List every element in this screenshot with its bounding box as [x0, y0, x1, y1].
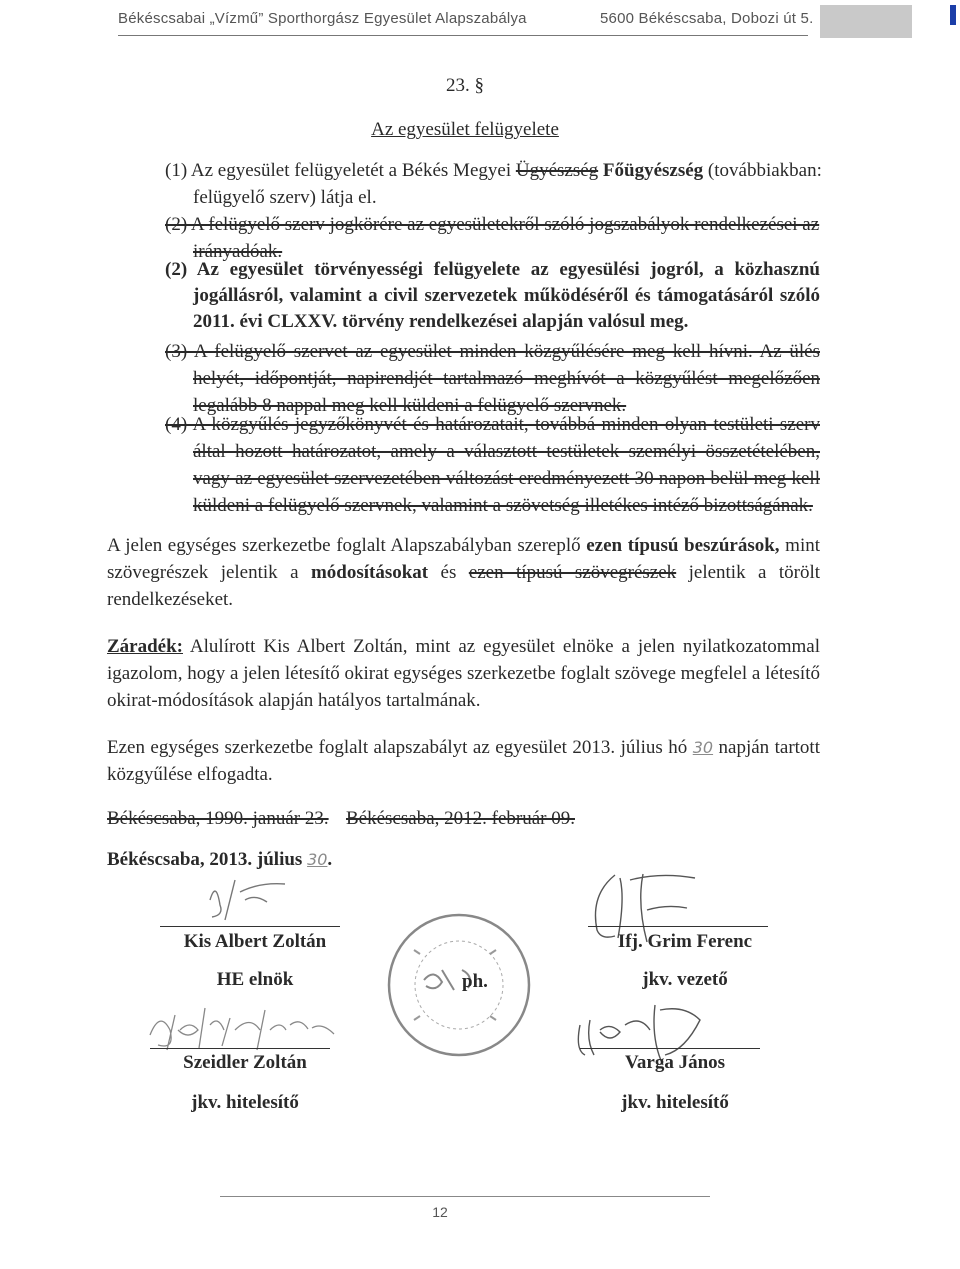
date-old-1: Békéscsaba, 1990. január 23.	[107, 808, 329, 829]
note-d: jelentik a törölt rendelkezéseket.	[107, 562, 821, 610]
note-c: és	[428, 562, 469, 583]
sig-right-1-role: jkv. vezető	[642, 969, 728, 990]
note-paragraph	[107, 532, 820, 613]
note-a: A jelen egységes szerkezetbe foglalt Alapszabályban szereplő	[107, 535, 587, 556]
clause-label: Záradék:	[107, 636, 183, 657]
paragraph-3-old-text: (3) A felügyelő szervet az egyesület minden közgyűlésére meg kell hívni. Az ülés helyét, időpontját, napirendjét tartalmazó meghívót a közgyűlést megelőzően legalább 8 nappal meg kell küldeni a felügyelő szervnek.	[165, 341, 820, 416]
adoption-a: Ezen egységes szerkezetbe foglalt alapszabályt az egyesület 2013. július hó	[107, 737, 693, 758]
para1-text-c: (továbbiakban:	[703, 160, 822, 181]
paragraph-3-old	[165, 338, 820, 419]
date-current-day-handwritten: 30	[307, 850, 328, 869]
paragraph-1-line2: felügyelő szerv) látja el.	[193, 187, 377, 208]
sig-left-2-name: Szeidler Zoltán	[183, 1052, 307, 1073]
header-gray-block	[820, 5, 912, 38]
header-rule	[118, 35, 808, 36]
adoption-paragraph	[107, 734, 820, 788]
date-current-end: .	[327, 849, 333, 870]
note-b: mint szövegrészek jelentik a	[107, 535, 821, 583]
para1-text-a: (1) Az egyesület felügyeletét a Békés Megyei	[165, 160, 516, 181]
para1-bold: Főügyészség	[602, 160, 704, 181]
paragraph-2-old-line2: irányadóak.	[193, 241, 283, 262]
section-title: Az egyesület felügyelete	[371, 119, 559, 140]
header-left: Békéscsabai „Vízmű” Sporthorgász Egyesület Alapszabálya	[118, 10, 527, 27]
paragraph-4-old-text: (4) A közgyűlés jegyzőkönyvét és határozatait, továbbá minden olyan testületi szerv által hozott határozatot, amely a választott testületek személyi összetételében, vagy az egyesület szervezetében változást eredményezett 30 napon belül meg kell küldeni a felügyelő szervnek, valamint a szövetség illetékes intéző bizottságának.	[165, 414, 820, 516]
para1-struck: Ügyészség	[515, 160, 599, 181]
clause-paragraph	[107, 633, 820, 714]
ph-label: ph.	[462, 971, 488, 992]
paragraph-4-old	[165, 411, 820, 519]
paragraph-2-new-text: (2) Az egyesület törvényességi felügyelete az egyesülési jogról, a közhasznú jogállásról, valamint a civil szervezetek működéséről és támogatásáról szóló 2011. évi CLXXV. törvény rendelkezései alapján valósul meg.	[165, 259, 820, 332]
adoption-b: napján tartott közgyűlése elfogadta.	[107, 737, 820, 785]
clause-text: Alulírott Kis Albert Zoltán, mint az egyesület elnöke a jelen nyilatkozatommal igazolom, hogy a jelen létesítő okirat egységes szerkezetbe foglalt szövege megfelel a létesítő okirat-módosítások alapján hatályos tartalmának.	[107, 636, 820, 711]
edge-marker	[950, 5, 956, 25]
signature-kis-albert	[190, 870, 310, 925]
signature-line-right-1	[588, 926, 768, 927]
note-struck: ezen típusú szövegrészek	[468, 562, 677, 583]
paragraph-2-new	[165, 257, 820, 335]
signature-szeidler	[140, 1000, 370, 1055]
section-number: 23. §	[446, 75, 484, 96]
signature-line-left-1	[160, 926, 340, 927]
header-right: 5600 Békéscsaba, Dobozi út 5.	[600, 10, 814, 27]
paragraph-1	[165, 157, 825, 184]
sig-right-2-role: jkv. hitelesítő	[621, 1092, 729, 1113]
sig-left-2-role: jkv. hitelesítő	[191, 1092, 299, 1113]
date-current-text: Békéscsaba, 2013. július	[107, 849, 308, 870]
sig-right-2-name: Varga János	[624, 1052, 726, 1073]
page-number: 12	[432, 1204, 448, 1220]
footer-rule	[220, 1196, 710, 1197]
sig-left-1-role: HE elnök	[216, 969, 294, 990]
paragraph-2-old-line1: (2) A felügyelő szerv jogkörére az egyesületekről szóló jogszabályok rendelkezései az	[165, 214, 820, 235]
sig-left-1-name: Kis Albert Zoltán	[183, 931, 327, 952]
note-bold-2: módosításokat	[310, 562, 429, 583]
club-stamp	[384, 910, 534, 1060]
date-old-2: Békéscsaba, 2012. február 09.	[346, 808, 575, 829]
note-bold-1: ezen típusú beszúrások,	[586, 535, 780, 556]
date-current	[107, 846, 332, 873]
sig-right-1-name: Ifj. Grim Ferenc	[617, 931, 753, 952]
adoption-day-handwritten: 30	[692, 738, 714, 757]
